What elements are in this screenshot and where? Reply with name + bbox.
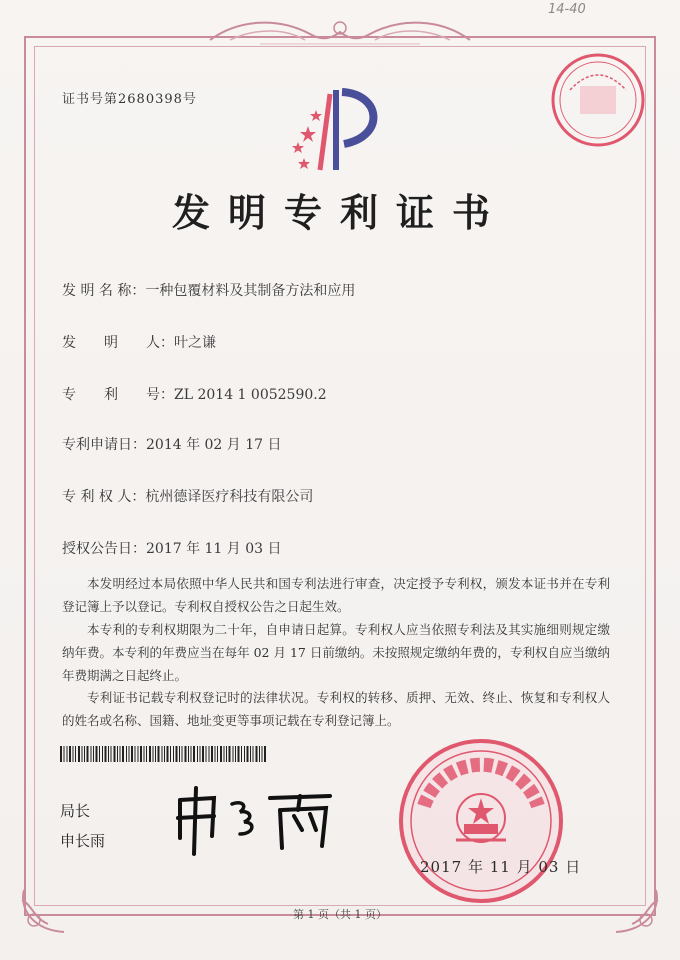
director-name: 申长雨 [60,832,106,850]
grant-date-label: 授权公告日： [62,541,146,557]
invention-name-label: 发 明 名 称： [62,283,146,299]
certificate-number: 证书号第2680398号 [62,92,197,107]
paragraph-grant: 本发明经过本局依照中华人民共和国专利法进行审查，决定授予专利权，颁发本证书并在专利登记簿上予以登记。专利权自授权公告之日起生效。 [62,576,610,614]
paragraph-legal-status: 专利证书记载专利权登记时的法律状况。专利权的转移、质押、无效、终止、恢复和专利权人的姓名或名称、国籍、地址变更等事项记载在专利登记簿上。 [62,690,610,728]
certificate-title: 发明专利证书 [171,190,508,235]
top-ornament [200,14,480,52]
national-ip-seal [396,736,566,906]
filing-date-label: 专利申请日： [62,437,146,453]
handwritten-note: 14-40 [548,2,586,17]
grant-date-value: 2017 年 11 月 03 日 [146,541,282,557]
patent-office-logo [286,84,396,180]
filing-date-value: 2014 年 02 月 17 日 [146,437,282,453]
filing-date-field [62,434,282,454]
patentee-label: 专 利 权 人： [62,489,146,505]
inventor-label: 发 明 人： [62,335,174,351]
invention-name-field [62,280,355,300]
inventor-value: 叶之谦 [174,335,216,351]
handwritten-signature [170,786,340,856]
patentee-field [62,486,313,506]
invention-name-value: 一种包覆材料及其制备方法和应用 [145,283,356,299]
inventor-field [62,332,216,352]
paragraph-term: 本专利的专利权期限为二十年，自申请日起算。专利权人应当依照专利法及其实施细则规定缴纳年费。本专利的年费应当在每年 02 月 17 日前缴纳。未按照规定缴纳年费的，专利权自应当缴纳年费期满之日起终止。 [62,622,610,683]
seal-date: 2017 年 11 月 03 日 [420,858,582,876]
page-footer: 第 1 页（共 1 页） [293,908,387,921]
patent-number-field [62,384,327,404]
patentee-value: 杭州德译医疗科技有限公司 [145,489,314,505]
grant-date-field [62,538,282,558]
patent-number-value: ZL 2014 1 0052590.2 [174,387,327,403]
director-title: 局长 [60,802,91,820]
barcode [60,746,270,762]
top-seal-stamp [548,50,648,150]
patent-number-label: 专 利 号： [62,387,174,403]
